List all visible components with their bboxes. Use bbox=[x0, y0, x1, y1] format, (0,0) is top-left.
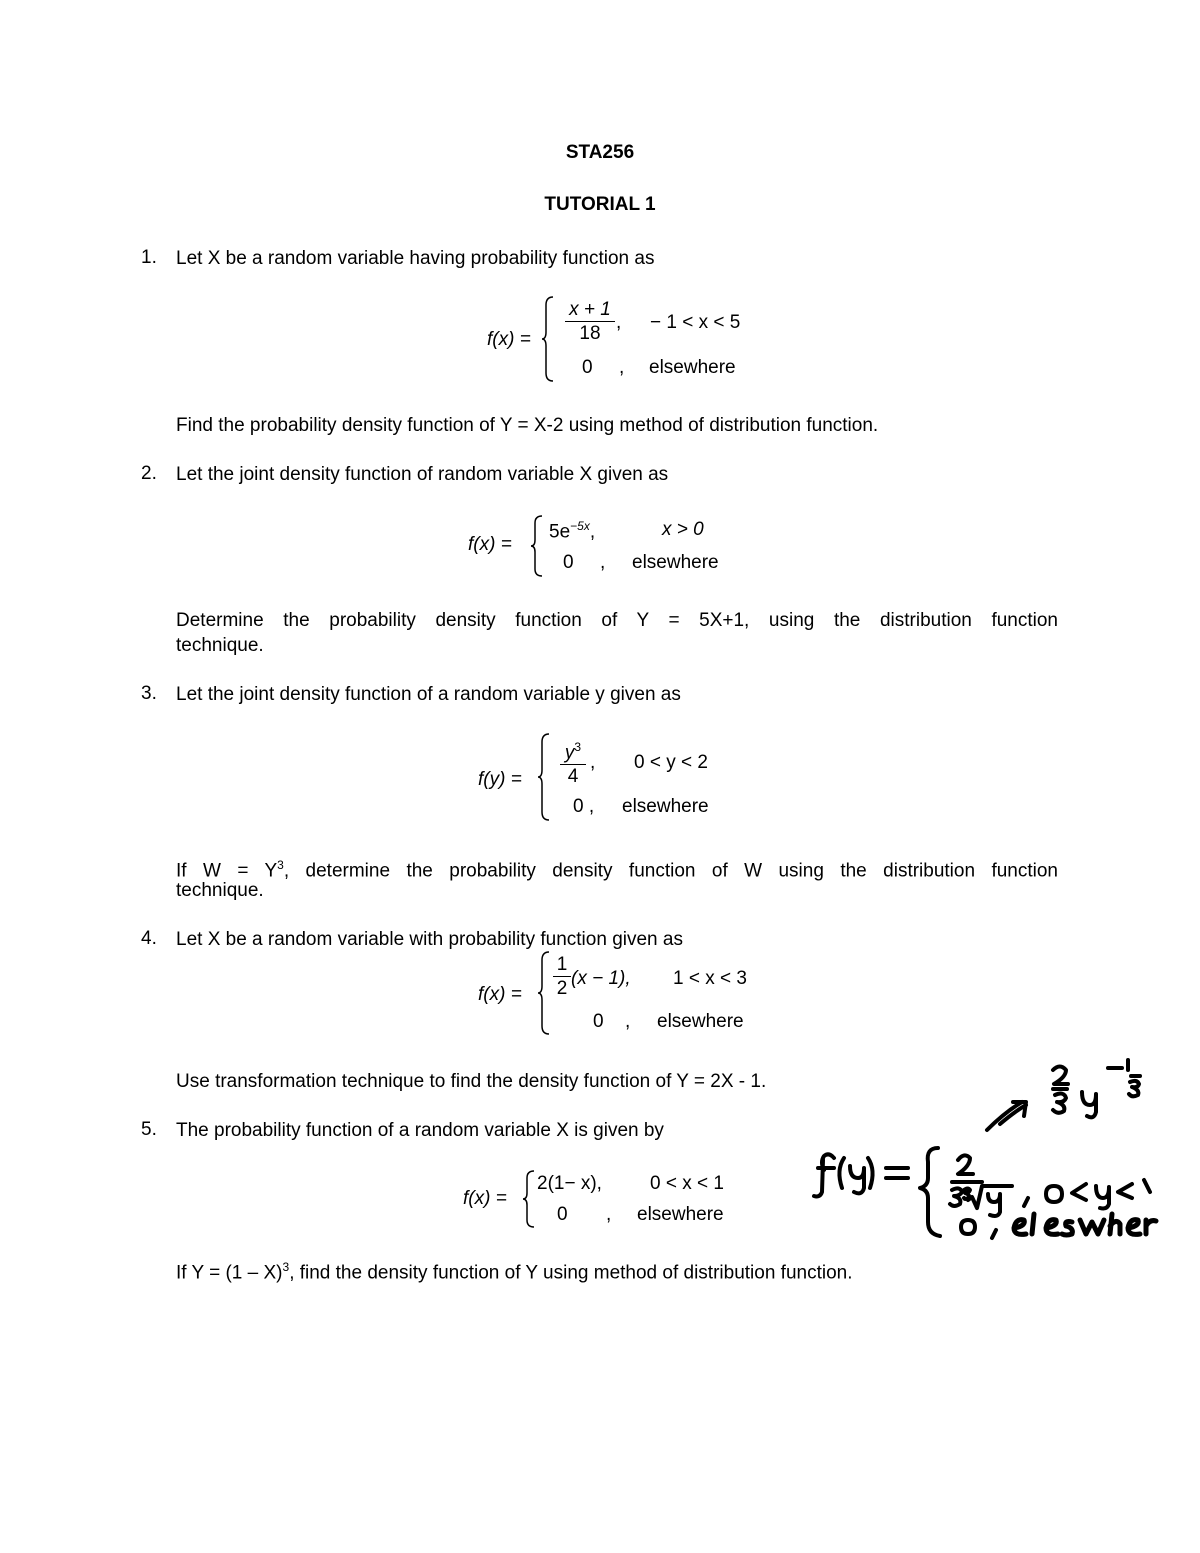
case-expression: (x − 1), bbox=[571, 968, 631, 989]
case-value: 0 , bbox=[573, 796, 595, 817]
condition: elsewhere bbox=[632, 552, 719, 573]
separator: , bbox=[616, 312, 622, 333]
condition: elsewhere bbox=[649, 357, 736, 378]
case-value: 0 bbox=[582, 357, 593, 378]
task-text: If W = Y bbox=[176, 860, 278, 882]
separator: , bbox=[589, 521, 596, 543]
task-exponent: 3 bbox=[277, 858, 284, 872]
equation-lhs: f(x) = bbox=[463, 1188, 507, 1209]
condition: 0 < y < 2 bbox=[634, 752, 708, 773]
left-brace-icon bbox=[537, 951, 551, 1035]
question-task: Find the probability density function of Y = X-2 using method of distribution function. bbox=[176, 415, 879, 436]
question-number: 4. bbox=[141, 928, 157, 949]
separator: , bbox=[600, 552, 606, 573]
equation-lhs: f(x) = bbox=[478, 984, 522, 1005]
task-text: , determine the probability density function of W using the distribution function bbox=[283, 860, 1058, 882]
numerator-exponent: 3 bbox=[574, 740, 582, 754]
question-intro: Let X be a random variable having probability function as bbox=[176, 248, 655, 269]
condition: x > 0 bbox=[662, 519, 704, 540]
left-brace-icon bbox=[541, 296, 555, 382]
fraction bbox=[565, 299, 615, 346]
question-task-line: Determine the probability density function of Y = 5X+1, using the distribution function bbox=[176, 610, 1058, 631]
expression-base: 5e bbox=[549, 521, 571, 543]
case-value: 0 bbox=[563, 552, 574, 573]
tutorial-title: TUTORIAL 1 bbox=[544, 194, 656, 215]
case-value: 0 bbox=[593, 1011, 604, 1032]
fraction-denominator: 18 bbox=[579, 323, 601, 344]
condition: 0 < x < 1 bbox=[650, 1173, 724, 1194]
fraction-numerator bbox=[560, 736, 586, 765]
left-brace-icon bbox=[530, 515, 544, 577]
left-brace-icon bbox=[522, 1170, 536, 1228]
fraction-denominator: 2 bbox=[556, 978, 568, 999]
condition: elsewhere bbox=[637, 1204, 724, 1225]
course-title: STA256 bbox=[565, 142, 635, 163]
separator: , bbox=[606, 1204, 612, 1225]
question-number: 2. bbox=[141, 463, 157, 484]
question-number: 5. bbox=[141, 1119, 157, 1140]
question-task bbox=[176, 1255, 1058, 1285]
separator: , bbox=[625, 1011, 631, 1032]
question-intro: Let X be a random variable with probability function given as bbox=[176, 929, 683, 950]
numerator-base: y bbox=[564, 742, 575, 764]
question-task: Use transformation technique to find the density function of Y = 2X - 1. bbox=[176, 1071, 767, 1092]
task-text: If Y = (1 – X) bbox=[176, 1262, 283, 1284]
question-intro: Let the joint density function of random variable X given as bbox=[176, 464, 669, 485]
equation-lhs: f(y) = bbox=[478, 769, 522, 790]
question-task-line: technique. bbox=[176, 635, 264, 656]
fraction-numerator: 1 bbox=[553, 954, 571, 977]
condition: elsewhere bbox=[657, 1011, 744, 1032]
condition: − 1 < x < 5 bbox=[650, 312, 741, 333]
equation-lhs: f(x) = bbox=[487, 329, 531, 350]
case-value: 0 bbox=[557, 1204, 568, 1225]
task-exponent: 3 bbox=[282, 1260, 290, 1274]
question-task-line: technique. bbox=[176, 880, 264, 901]
separator: , bbox=[619, 357, 625, 378]
fraction bbox=[553, 954, 571, 1001]
fraction-numerator: x + 1 bbox=[565, 299, 615, 322]
left-brace-icon bbox=[537, 733, 551, 821]
question-number: 1. bbox=[141, 247, 157, 268]
condition: elsewhere bbox=[622, 796, 709, 817]
fraction bbox=[560, 736, 586, 789]
separator: , bbox=[590, 752, 596, 773]
question-intro: The probability function of a random variable X is given by bbox=[176, 1120, 664, 1141]
fraction-denominator: 4 bbox=[567, 766, 579, 788]
condition: 1 < x < 3 bbox=[673, 968, 747, 989]
case-expression: 2(1− x), bbox=[537, 1173, 602, 1194]
equation-lhs: f(x) = bbox=[468, 534, 512, 555]
task-text: , find the density function of Y using method of distribution function. bbox=[289, 1262, 853, 1284]
handwritten-answer bbox=[810, 1050, 1160, 1250]
question-number: 3. bbox=[141, 683, 157, 704]
case-expression bbox=[549, 519, 595, 543]
question-intro: Let the joint density function of a random variable y given as bbox=[176, 684, 681, 705]
expression-exponent: −5x bbox=[570, 519, 590, 533]
